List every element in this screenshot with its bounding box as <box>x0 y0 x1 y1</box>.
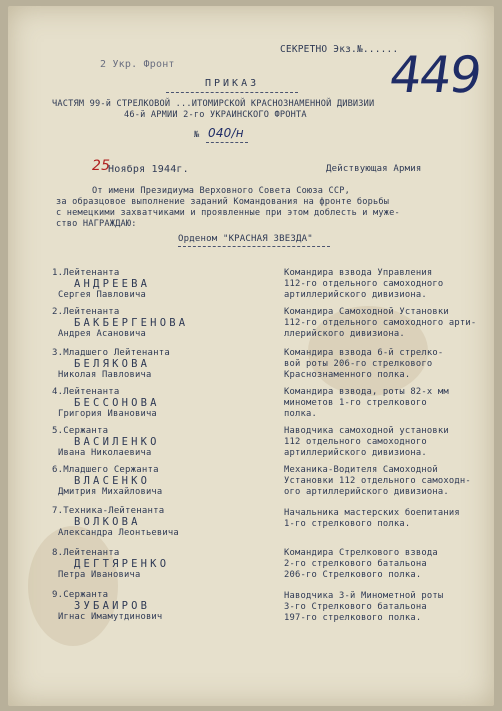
awardee-number: 7. <box>52 506 64 516</box>
awardee-position-line: Командира взвода, роты 82-х мм <box>284 387 449 397</box>
awardee-number: 6. <box>52 465 64 475</box>
awardee-position-line: 2-го стрелкового батальона <box>284 559 427 569</box>
subtitle-line-2: 46-й АРМИИ 2-го УКРАИНСКОГО ФРОНТА <box>124 110 307 120</box>
awardee-surname: БАКБЕРГЕНОВА <box>74 317 189 329</box>
awardee-position-line: Командира взвода 6-й стрелко- <box>284 348 444 358</box>
awardee-rank: Младшего Сержанта <box>63 465 159 475</box>
awardee-position-line: Механика-Водителя Самоходной <box>284 465 438 475</box>
awardee-position-line: вой роты 206-го стрелкового <box>284 359 433 369</box>
awardee-rank: Лейтенанта <box>63 387 120 397</box>
award-title: Орденом "КРАСНАЯ ЗВЕЗДА" <box>178 234 313 244</box>
awardee-position-line: артиллерийского дивизиона. <box>284 290 427 300</box>
awardee-rank: Сержанта <box>63 590 109 600</box>
secret-label: СЕКРЕТНО Экз.№...... <box>280 44 399 55</box>
awardee-number: 9. <box>52 590 64 600</box>
order-number-prefix: № <box>194 130 200 140</box>
awardee-position-line: 112-го отдельного самоходного <box>284 279 444 289</box>
handwritten-order-number: 449 <box>385 46 484 104</box>
awardee-rank: Техника-Лейтенанта <box>63 506 165 516</box>
awardee-surname: БЕЛЯКОВА <box>74 358 151 370</box>
awardee-surname: ВЛАСЕНКО <box>74 475 151 487</box>
awardee-position-line: Командира Самоходной Установки <box>284 307 449 317</box>
awardee-position-line: артиллерийского дивизиона. <box>284 448 427 458</box>
awardee-given-names: Андрея Асановича <box>58 329 146 339</box>
awardee-given-names: Александра Леонтьевича <box>58 528 179 538</box>
awardee-position-line: Наводчика самоходной установки <box>284 426 449 436</box>
document-page <box>8 6 494 706</box>
awardee-surname: ВАСИЛЕНКО <box>74 436 160 448</box>
awardee-position-line: Начальника мастерских боепитания <box>284 508 460 518</box>
awardee-position-line: Командира Стрелкового взвода <box>284 548 438 558</box>
awardee-given-names: Дмитрия Михайловича <box>58 487 163 497</box>
awardee-given-names: Игнас Имамутдинович <box>58 612 163 622</box>
awardee-number: 1. <box>52 268 64 278</box>
awardee-position-line: Наводчика 3-й Минометной роты <box>284 591 444 601</box>
awardee-number: 2. <box>52 307 64 317</box>
awardee-position-line: Краснознаменного полка. <box>284 370 411 380</box>
awardee-surname: ДЕГТЯРЕНКО <box>74 558 170 570</box>
awardee-position-line: Командира взвода Управления <box>284 268 433 278</box>
awardee-given-names: Николая Павловича <box>58 370 152 380</box>
awardee-given-names: Петра Ивановича <box>58 570 141 580</box>
awardee-surname: АНДРЕЕВА <box>74 278 151 290</box>
awardee-number: 4. <box>52 387 64 397</box>
awardee-position-line: Установки 112 отдельного самоходн- <box>284 476 471 486</box>
awardee-position-line: 3-го Стрелкового батальона <box>284 602 427 612</box>
awardee-surname: ВОЛКОВА <box>74 516 141 528</box>
awardee-position-line: полка. <box>284 409 317 419</box>
awardee-surname: БЕССОНОВА <box>74 397 160 409</box>
order-place: Действующая Армия <box>326 164 422 174</box>
front-stamp: 2 Укр. Фронт <box>100 59 175 70</box>
subtitle-line-1: ЧАСТЯМ 99-й СТРЕЛКОВОЙ ...ИТОМИРСКОЙ КРАСНОЗНАМЕННОЙ ДИВИЗИИ <box>52 99 375 109</box>
awardee-number: 8. <box>52 548 64 558</box>
handwritten-order-code: 040/н <box>208 126 244 140</box>
awardee-rank: Лейтенанта <box>63 307 120 317</box>
awardee-number: 3. <box>52 348 64 358</box>
awardee-position-line: ллерийского дивизиона. <box>284 329 405 339</box>
awardee-position-line: минометов 1-го стрелкового <box>284 398 427 408</box>
awardee-position-line: ого артиллерийского дивизиона. <box>284 487 449 497</box>
document-title: ПРИКАЗ <box>205 78 260 89</box>
order-date: Ноября 1944г. <box>108 164 189 175</box>
preamble-line-2: за образцовое выполнение заданий Командования на фронте борьбы <box>56 197 390 207</box>
awardee-given-names: Сергея Павловича <box>58 290 146 300</box>
awardee-number: 5. <box>52 426 64 436</box>
awardee-given-names: Григория Ивановича <box>58 409 157 419</box>
awardee-rank: Младшего Лейтенанта <box>63 348 171 358</box>
awardee-rank: Лейтенанта <box>63 548 120 558</box>
awardee-rank: Лейтенанта <box>63 268 120 278</box>
preamble-line-4: ство НАГРАЖДАЮ: <box>56 219 137 229</box>
awardee-given-names: Ивана Николаевича <box>58 448 152 458</box>
preamble-line-3: с немецкими захватчиками и проявленные при этом доблесть и муже- <box>56 208 400 218</box>
handwritten-day: 25 <box>92 158 111 174</box>
awardee-rank: Сержанта <box>63 426 109 436</box>
awardee-position-line: 206-го Стрелкового полка. <box>284 570 422 580</box>
preamble-line-1: От имени Президиума Верховного Совета Союза ССР, <box>92 186 350 196</box>
awardee-position-line: 112 отдельного самоходного <box>284 437 427 447</box>
awardee-position-line: 112-го отдельного самоходного арти- <box>284 318 477 328</box>
awardee-position-line: 197-го стрелкового полка. <box>284 613 422 623</box>
awardee-surname: ЗУБАИРОВ <box>74 600 151 612</box>
awardee-position-line: 1-го стрелкового полка. <box>284 519 411 529</box>
